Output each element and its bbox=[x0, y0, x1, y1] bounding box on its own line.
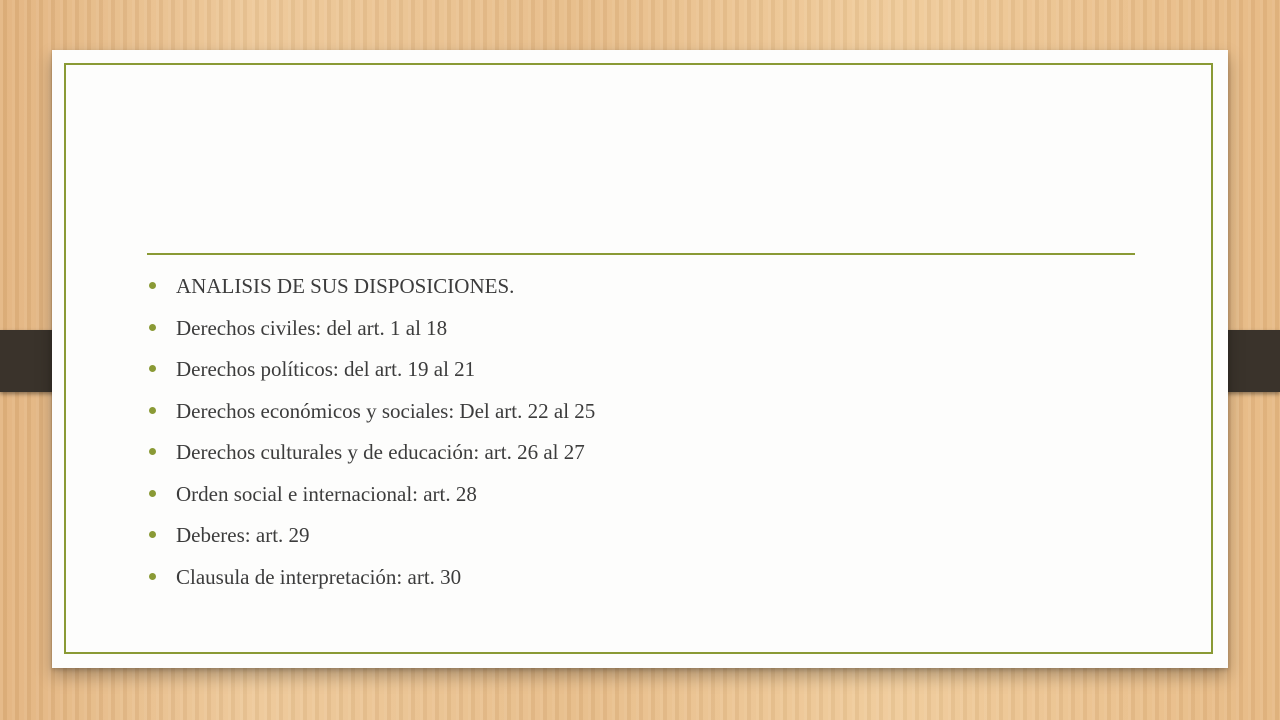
bullet-item bbox=[145, 515, 1145, 557]
bullet-dot-icon bbox=[149, 282, 156, 289]
bullet-item bbox=[145, 391, 1145, 433]
bullet-text: Derechos políticos: del art. 19 al 21 bbox=[176, 357, 476, 381]
bullet-list bbox=[145, 266, 1145, 598]
bullet-item bbox=[145, 308, 1145, 350]
bullet-text: Derechos civiles: del art. 1 al 18 bbox=[176, 315, 448, 340]
bullet-dot-icon bbox=[149, 573, 156, 580]
bullet-text: Orden social e internacional: art. 28 bbox=[176, 481, 477, 506]
bullet-item bbox=[145, 349, 1145, 391]
bullet-item bbox=[145, 266, 1145, 308]
bullet-dot-icon bbox=[149, 407, 156, 414]
bullet-item bbox=[145, 474, 1145, 516]
bullet-dot-icon bbox=[149, 365, 156, 372]
bullet-text: Clausula de interpretación: art. 30 bbox=[176, 564, 462, 589]
bullet-dot-icon bbox=[149, 324, 156, 331]
bullet-item bbox=[145, 432, 1145, 474]
bullet-text: Derechos económicos y sociales: Del art. 22 al 25 bbox=[176, 398, 596, 423]
bullet-dot-icon bbox=[149, 531, 156, 538]
bullet-text: ANALISIS DE SUS DISPOSICIONES. bbox=[176, 274, 515, 298]
bullet-text: Derechos culturales y de educación: art. 26 al 27 bbox=[176, 440, 585, 464]
bullet-dot-icon bbox=[149, 448, 156, 455]
bullet-item bbox=[145, 557, 1145, 599]
title-divider-line bbox=[147, 253, 1135, 255]
bullet-text: Deberes: art. 29 bbox=[176, 523, 310, 547]
bullet-dot-icon bbox=[149, 490, 156, 497]
